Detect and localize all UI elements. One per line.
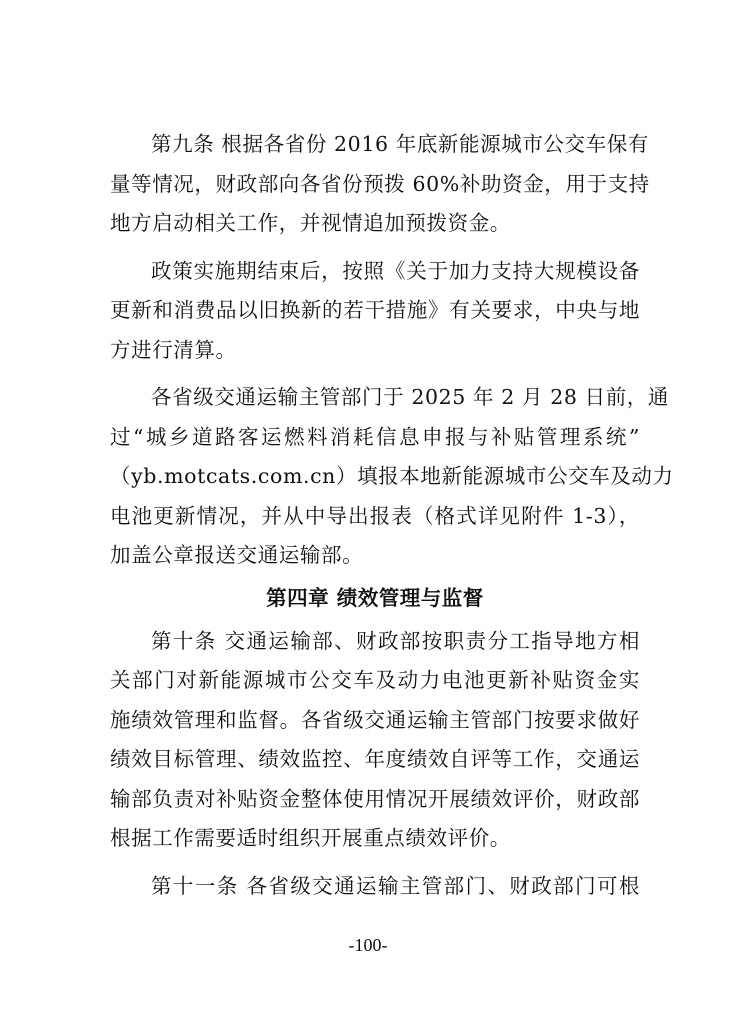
text-line: 更新和消费品以旧换新的若干措施》有关要求，中央与地 (110, 298, 640, 322)
paragraph-reporting (110, 378, 674, 576)
text-line: 过“城乡道路客运燃料消耗信息申报与补贴管理系统” (110, 424, 640, 449)
text-line: 政策实施期结束后，按照《关于加力支持大规模设备 (151, 258, 640, 283)
text-line: 关部门对新能源城市公交车及动力电池更新补贴资金实 (110, 668, 640, 692)
text-line: 方进行清算。 (110, 337, 237, 362)
text-line: 电池更新情况，并从中导出报表（格式详见附件 1-3）， (110, 503, 640, 528)
text-line: 绩效目标管理、绩效监控、年度绩效自评等工作，交通运 (110, 747, 640, 771)
text-line: 根据工作需要适时组织开展重点绩效评价。 (110, 826, 511, 850)
text-line: （yb.motcats.com.cn）填报本地新能源城市公交车及动力 (110, 464, 674, 488)
paragraph-article-11 (110, 867, 640, 907)
paragraph-article-10 (110, 622, 640, 859)
page-number: -100- (348, 935, 388, 955)
text-line: 各省级交通运输主管部门于 2025 年 2 月 28 日前，通 (151, 385, 669, 409)
text-line: 第九条 根据各省份 2016 年底新能源城市公交车保有 (151, 132, 649, 156)
text-line: 量等情况，财政部向各省份预拨 60%补助资金，用于支持 (110, 171, 650, 196)
text-line: 输部负责对补贴资金整体使用情况开展绩效评价，财政部 (110, 786, 640, 811)
text-line: 地方启动相关工作，并视情追加预拨资金。 (110, 211, 511, 235)
document-body (110, 125, 674, 906)
chapter-heading: 第四章 绩效管理与监督 (266, 585, 484, 610)
text-line: 第十条 交通运输部、财政部按职责分工指导地方相 (151, 628, 640, 653)
paragraph-settlement (110, 252, 640, 371)
paragraph-article-9 (110, 125, 650, 244)
text-line: 施绩效管理和监督。各省级交通运输主管部门按要求做好 (110, 707, 640, 732)
text-line: 加盖公章报送交通运输部。 (110, 543, 364, 567)
text-line: 第十一条 各省级交通运输主管部门、财政部门可根 (151, 873, 640, 898)
